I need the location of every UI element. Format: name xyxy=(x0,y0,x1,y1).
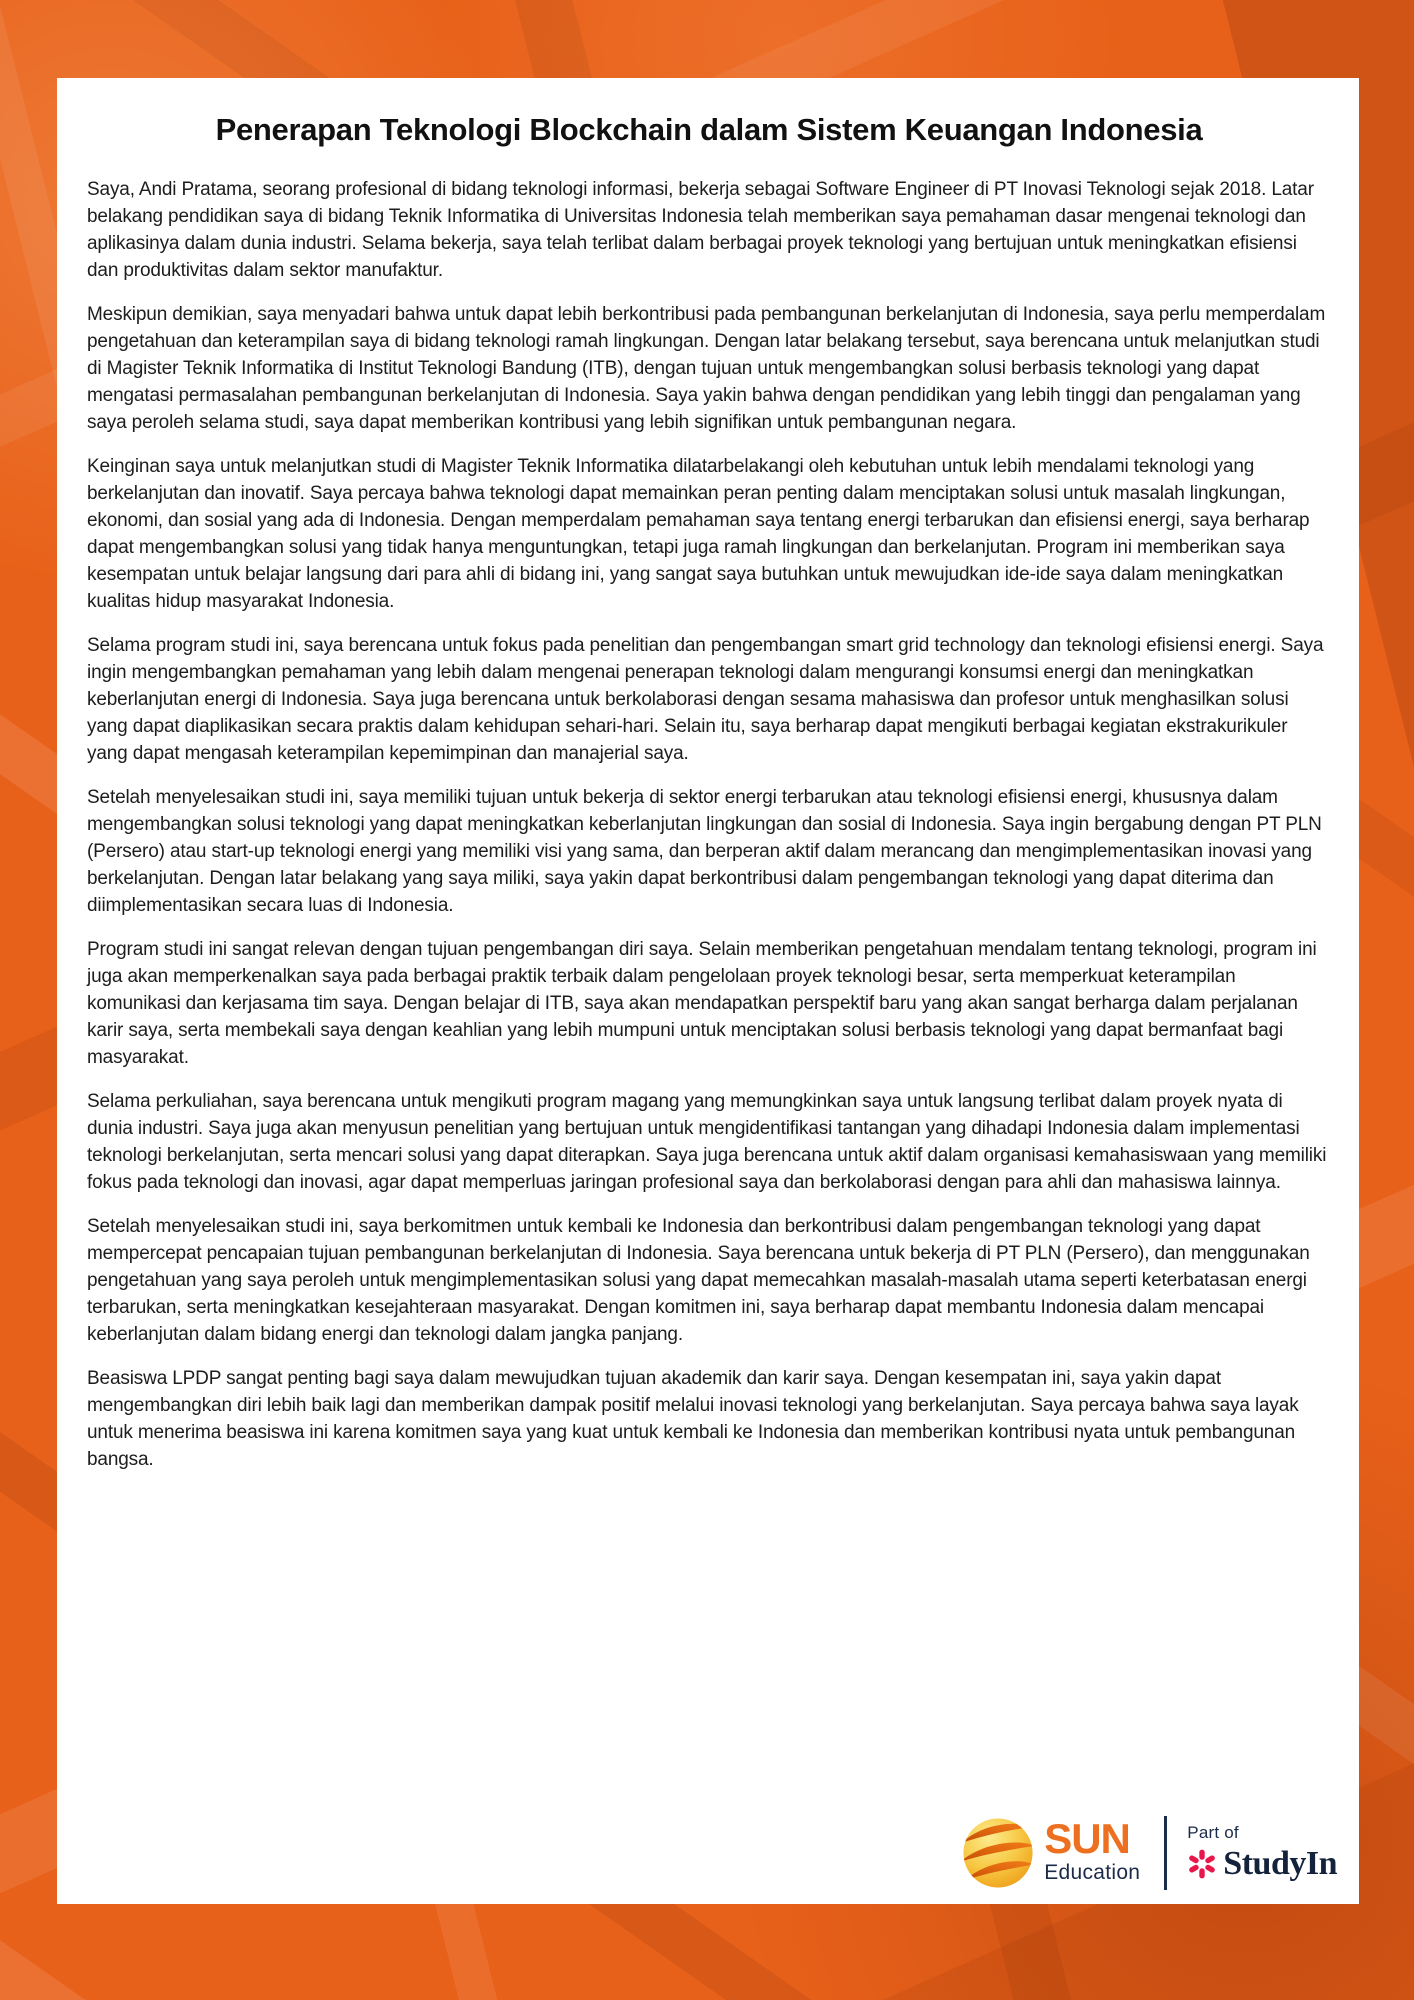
sun-education-logo xyxy=(962,1817,1140,1889)
essay-paragraph: Selama program studi ini, saya berencana untuk fokus pada penelitian dan pengembangan smart grid technology dan teknologi efisiensi energi. Saya ingin mengembangkan pemahaman yang lebih dalam mengenai penerapan teknologi dalam mengurangi konsumsi energi dan meningkatkan keberlanjutan energi di Indonesia. Saya juga berencana untuk berkolaborasi dengan sesama mahasiswa dan profesor untuk menghasilkan solusi yang dapat diaplikasikan secara praktis dalam kehidupan sehari-hari. Selain itu, saya berharap dapat mengikuti berbagai kegiatan ekstrakurikuler yang dapat mengasah keterampilan kepemimpinan dan manajerial saya. xyxy=(87,634,1324,764)
sun-brand-subtitle: Education xyxy=(1044,1860,1141,1884)
page-title: Penerapan Teknologi Blockchain dalam Sistem Keuangan Indonesia xyxy=(215,112,1203,147)
essay-paragraph: Keinginan saya untuk melanjutkan studi di Magister Teknik Informatika dilatarbelakangi oleh kebutuhan untuk lebih mendalami teknologi yang berkelanjutan dan inovatif. Saya percaya bahwa teknologi dapat memainkan peran penting dalam menciptakan solusi untuk masalah lingkungan, ekonomi, dan sosial yang ada di Indonesia. Dengan memperdalam pemahaman saya tentang energi terbarukan dan efisiensi energi, saya berharap dapat mengembangkan solusi yang tidak hanya menguntungkan, tetapi juga ramah lingkungan dan berkelanjutan. Program ini memberikan saya kesempatan untuk belajar langsung dari para ahli di bidang ini, yang sangat saya butuhkan untuk mewujudkan ide-ide saya dalam meningkatkan kualitas hidup masyarakat Indonesia. xyxy=(87,455,1310,612)
studyin-brand-name: StudyIn xyxy=(1223,1845,1337,1882)
document-page xyxy=(57,78,1359,1904)
essay-paragraph: Setelah menyelesaikan studi ini, saya berkomitmen untuk kembali ke Indonesia dan berkontribusi dalam pengembangan teknologi yang dapat mempercepat pencapaian tujuan pembangunan berkelanjutan di Indonesia. Saya berencana untuk bekerja di PT PLN (Persero), dan menggunakan pengetahuan yang saya peroleh untuk mengimplementasikan solusi yang dapat memecahkan masalah-masalah utama seperti keterbatasan energi terbarukan, serta meningkatkan kesejahteraan masyarakat. Dengan komitmen ini, saya berharap dapat membantu Indonesia dalam mencapai keberlanjutan dalam bidang energi dan teknologi dalam jangka panjang. xyxy=(87,1215,1310,1345)
logo-divider xyxy=(1164,1816,1167,1890)
essay-paragraph: Selama perkuliahan, saya berencana untuk mengikuti program magang yang memungkinkan saya untuk langsung terlibat dalam proyek nyata di dunia industri. Saya juga akan menyusun penelitian yang bertujuan untuk mengidentifikasi tantangan yang dihadapi Indonesia dalam implementasi teknologi berkelanjutan, serta mencari solusi yang dapat diterapkan. Saya juga berencana untuk aktif dalam organisasi kemahasiswaan yang memiliki fokus pada teknologi dan inovasi, agar dapat memperluas jaringan profesional saya dan berkolaborasi dengan para ahli dan mahasiswa lainnya. xyxy=(87,1090,1327,1193)
essay-paragraph: Program studi ini sangat relevan dengan tujuan pengembangan diri saya. Selain memberikan pengetahuan mendalam tentang teknologi, program ini juga akan memperkenalkan saya pada berbagai praktik terbaik dalam pengelolaan proyek teknologi besar, serta memperkuat keterampilan komunikasi dan kerjasama tim saya. Dengan belajar di ITB, saya akan mendapatkan perspektif baru yang akan sangat berharga dalam perjalanan karir saya, serta membekali saya dengan keahlian yang lebih mumpuni untuk menciptakan solusi berbasis teknologi yang dapat bermanfaat bagi masyarakat. xyxy=(87,938,1317,1068)
essay-paragraph: Saya, Andi Pratama, seorang profesional di bidang teknologi informasi, bekerja sebagai Software Engineer di PT Inovasi Teknologi sejak 2018. Latar belakang pendidikan saya di bidang Teknik Informatika di Universitas Indonesia telah memberikan saya pemahaman dasar mengenai teknologi dan aplikasinya dalam dunia industri. Selama bekerja, saya telah terlibat dalam berbagai proyek teknologi yang bertujuan untuk meningkatkan efisiensi dan produktivitas dalam sektor manufaktur. xyxy=(87,178,1314,281)
essay-paragraph: Setelah menyelesaikan studi ini, saya memiliki tujuan untuk bekerja di sektor energi terbarukan atau teknologi efisiensi energi, khususnya dalam mengembangkan solusi teknologi yang dapat meningkatkan keberlanjutan lingkungan dan sosial di Indonesia. Saya ingin bergabung dengan PT PLN (Persero) atau start-up teknologi energi yang memiliki visi yang sama, dan berperan aktif dalam merancang dan mengimplementasikan inovasi yang berkelanjutan. Dengan latar belakang yang saya miliki, saya yakin dapat berkontribusi dalam pengembangan teknologi yang dapat diterima dan diimplementasikan secara luas di Indonesia. xyxy=(87,786,1322,916)
essay-body xyxy=(87,176,1331,1473)
part-of-label: Part of xyxy=(1187,1823,1239,1842)
essay-paragraph: Beasiswa LPDP sangat penting bagi saya dalam mewujudkan tujuan akademik dan karir saya. Dengan kesempatan ini, saya yakin dapat mengembangkan diri lebih baik lagi dan memberikan dampak positif melalui inovasi teknologi yang berkelanjutan. Saya percaya bahwa saya layak untuk menerima beasiswa ini karena komitmen saya yang kuat untuk kembali ke Indonesia dan memberikan kontribusi nyata untuk pembangunan bangsa. xyxy=(87,1367,1299,1470)
asterisk-icon xyxy=(1187,1849,1217,1879)
studyin-logo xyxy=(1187,1823,1337,1883)
sun-globe-icon xyxy=(962,1817,1034,1889)
sun-brand-name: SUN xyxy=(1044,1815,1130,1863)
essay-paragraph: Meskipun demikian, saya menyadari bahwa untuk dapat lebih berkontribusi pada pembangunan berkelanjutan di Indonesia, saya perlu memperdalam pengetahuan dan keterampilan saya di bidang teknologi ramah lingkungan. Dengan latar belakang tersebut, saya berencana untuk melanjutkan studi di Magister Teknik Informatika di Institut Teknologi Bandung (ITB), dengan tujuan untuk mengembangkan solusi berbasis teknologi yang dapat mengatasi permasalahan pembangunan berkelanjutan di Indonesia. Saya yakin bahwa dengan pendidikan yang lebih tinggi dan pengalaman yang saya peroleh selama studi, saya dapat memberikan kontribusi yang lebih signifikan untuk pembangunan negara. xyxy=(87,303,1326,433)
studyin-wordmark xyxy=(1187,1845,1337,1883)
sun-education-wordmark xyxy=(1044,1815,1141,1885)
footer-brand-lockup xyxy=(962,1816,1337,1890)
